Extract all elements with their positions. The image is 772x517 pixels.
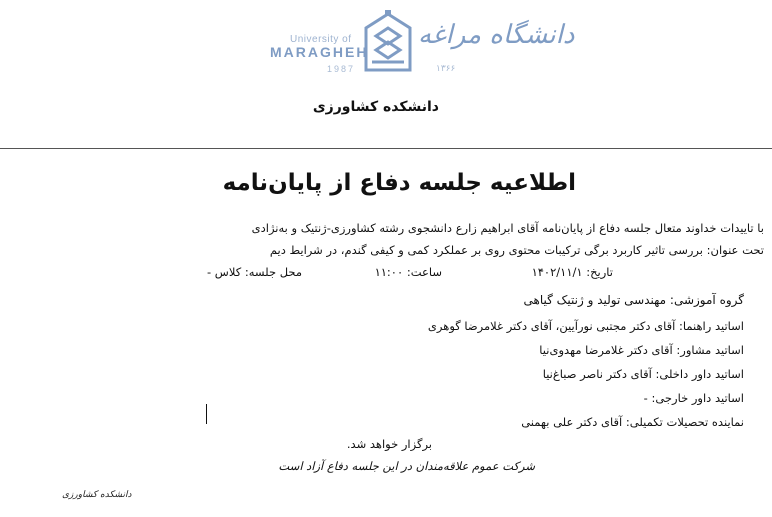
university-emblem-icon <box>358 10 418 76</box>
page-title: اطلاعیه جلسه دفاع از پایان‌نامه <box>222 170 576 196</box>
text-cursor-mark <box>206 404 207 424</box>
logo-university-name: MARAGHEH <box>270 44 369 60</box>
logo-founding-year-persian: ۱۳۶۶ <box>436 64 456 74</box>
logo-founding-year: 1987 <box>327 64 356 74</box>
logo-university-name-persian: دانشگاه مراغه <box>418 20 575 50</box>
faculty-name: دانشکده کشاورزی <box>312 99 439 115</box>
internal-judge: اساتید داور داخلی: آقای دکتر ناصر صباغ‌نیا <box>542 367 744 381</box>
faculty-signature: دانشکده کشاورزی <box>62 490 132 500</box>
advisors: اساتید راهنما: آقای دکتر مجتبی نورآیین، آقای دکتر غلامرضا گوهری <box>427 319 744 333</box>
graduate-studies-representative: نماینده تحصیلات تکمیلی: آقای دکتر علی بهمنی <box>521 415 744 429</box>
public-invitation: شرکت عموم علاقه‌مندان در این جلسه دفاع آزاد است <box>278 459 535 473</box>
intro-line-1: با تاییدات خداوند متعال جلسه دفاع از پایان‌نامه آقای ابراهیم زارع دانشجوی رشته کشاورزی-ژنتیک و به‌نژادی <box>251 221 764 235</box>
consultants: اساتید مشاور: آقای دکتر غلامرضا مهدوی‌نیا <box>539 343 744 357</box>
session-time: ساعت: ۱۱:۰۰ <box>374 265 442 279</box>
held-statement: برگزار خواهد شد. <box>346 437 432 451</box>
department: گروه آموزشی: مهندسی تولید و ژنتیک گیاهی <box>523 293 744 307</box>
logo-university-of-text: University of <box>290 34 352 45</box>
header-divider <box>0 148 772 149</box>
session-place: محل جلسه: کلاس - <box>207 265 302 279</box>
external-judge: اساتید داور خارجی: - <box>643 391 744 405</box>
session-date: تاریخ: ۱۴۰۲/۱۱/۱ <box>531 265 613 279</box>
thesis-title-line: تحت عنوان: بررسی تاثیر کاربرد برگی ترکیبات محتوی روی بر عملکرد کمی و کیفی گندم، در شرایط دیم <box>269 243 764 257</box>
